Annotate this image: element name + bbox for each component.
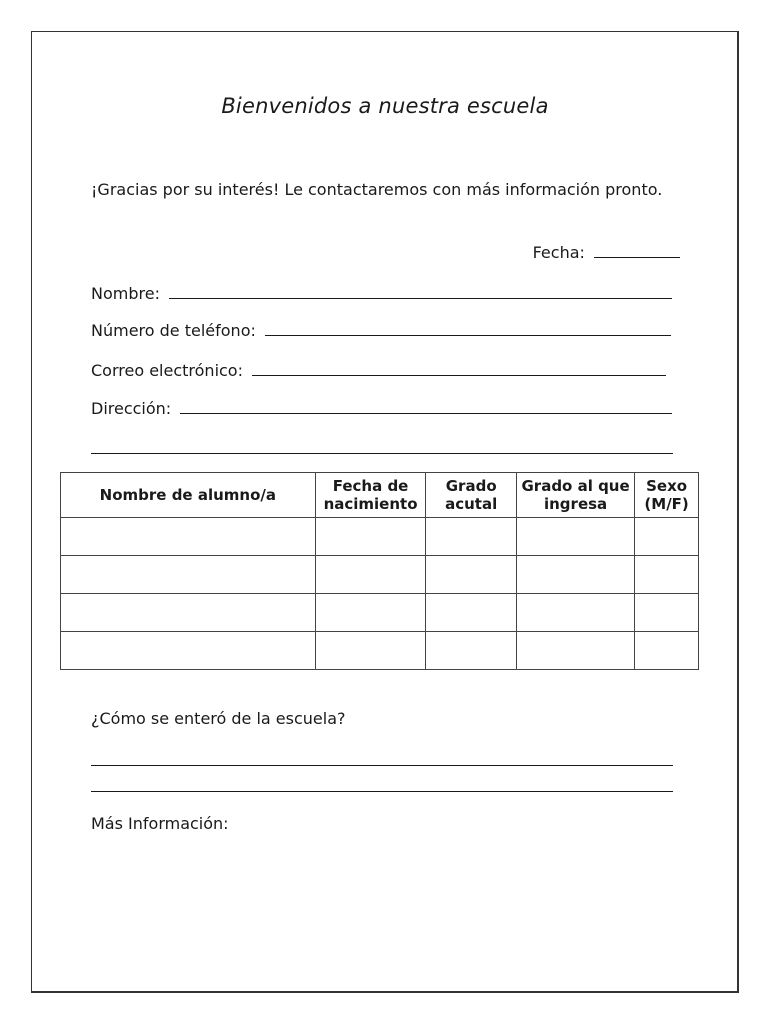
table-cell[interactable] (426, 594, 517, 632)
table-row (61, 518, 699, 556)
date-field[interactable] (533, 243, 680, 262)
address-line-2[interactable] (91, 453, 673, 454)
email-label: Correo electrónico: (91, 361, 243, 380)
table-cell[interactable] (61, 632, 316, 670)
header-entering-grade: Grado al que ingresa (516, 473, 634, 518)
referral-answer-line-1[interactable] (91, 765, 673, 766)
table-cell[interactable] (516, 518, 634, 556)
table-cell[interactable] (315, 594, 426, 632)
table-cell[interactable] (61, 594, 316, 632)
table-cell[interactable] (315, 556, 426, 594)
table-row (61, 632, 699, 670)
table-cell[interactable] (635, 594, 699, 632)
table-cell[interactable] (635, 556, 699, 594)
table-cell[interactable] (315, 632, 426, 670)
table-row (61, 556, 699, 594)
table-cell[interactable] (635, 518, 699, 556)
name-field[interactable] (91, 284, 672, 303)
email-field[interactable] (91, 361, 666, 380)
address-blank[interactable] (180, 399, 672, 414)
address-label: Dirección: (91, 399, 172, 418)
students-table (60, 472, 699, 670)
phone-blank[interactable] (265, 321, 671, 336)
phone-label: Número de teléfono: (91, 321, 256, 340)
header-birth-date: Fecha de nacimiento (315, 473, 426, 518)
table-cell[interactable] (516, 594, 634, 632)
table-cell[interactable] (61, 518, 316, 556)
name-blank[interactable] (169, 284, 672, 299)
table-cell[interactable] (426, 632, 517, 670)
more-info-label: Más Información: (91, 814, 229, 833)
header-sex: Sexo (M/F) (635, 473, 699, 518)
table-cell[interactable] (426, 556, 517, 594)
table-cell[interactable] (426, 518, 517, 556)
header-current-grade: Grado acutal (426, 473, 517, 518)
email-blank[interactable] (252, 361, 666, 376)
intro-text: ¡Gracias por su interés! Le contactaremos con más información pronto. (91, 180, 663, 199)
table-cell[interactable] (315, 518, 426, 556)
table-cell[interactable] (516, 556, 634, 594)
address-field[interactable] (91, 399, 672, 418)
date-label: Fecha: (532, 243, 585, 262)
form-title: Bienvenidos a nuestra escuela (221, 94, 549, 118)
table-cell[interactable] (516, 632, 634, 670)
table-cell[interactable] (61, 556, 316, 594)
table-cell[interactable] (635, 632, 699, 670)
name-label: Nombre: (91, 284, 160, 303)
table-header-row (61, 473, 699, 518)
phone-field[interactable] (91, 321, 671, 340)
table-row (61, 594, 699, 632)
date-blank[interactable] (594, 243, 680, 258)
referral-answer-line-2[interactable] (91, 791, 673, 792)
referral-question: ¿Cómo se enteró de la escuela? (91, 709, 346, 728)
header-student-name: Nombre de alumno/a (61, 473, 316, 518)
